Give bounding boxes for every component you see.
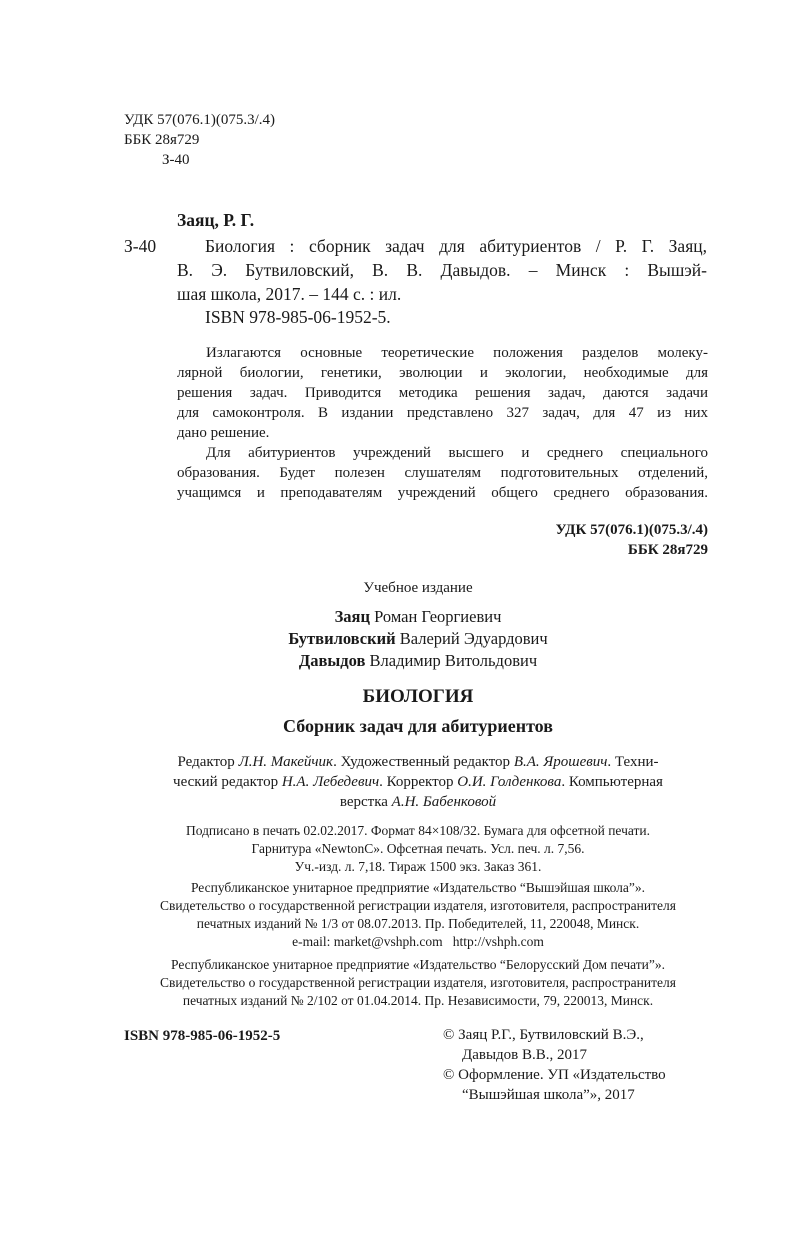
author-code: З-40 — [124, 236, 157, 256]
author-surname: Заяц — [334, 607, 370, 626]
author-code-top: З-40 — [162, 152, 190, 168]
print-info-line: Уч.-изд. л. 7,18. Тираж 1500 экз. Заказ 361. — [294, 859, 542, 874]
biblio-line-3: шая школа, 2017. – 144 с. : ил. — [177, 284, 402, 304]
bbk-code-bottom: ББК 28я729 — [627, 542, 708, 558]
author-given-names: Роман Георгиевич — [374, 607, 502, 626]
bbk-code-top: ББК 28я729 — [124, 132, 200, 148]
printer-line: Республиканское унитарное предприятие «Издательство “Белорусский Дом печати”». — [171, 957, 665, 972]
print-info-line: Гарнитура «NewtonC». Офсетная печать. Усл. печ. л. 7,56. — [251, 841, 585, 856]
biblio-isbn: ISBN 978-985-06-1952-5. — [205, 307, 391, 327]
editor-name: Л.Н. Макейчик — [238, 754, 334, 770]
author-heading: Заяц, Р. Г. — [177, 210, 255, 230]
biblio-line-2: В. Э. Бутвиловский, В. В. Давыдов. – Минск : Вышэй- — [177, 260, 707, 280]
annotation-line: Излагаются основные теоретические положения разделов молеку- — [206, 345, 708, 361]
annotation-line: учащимся и преподавателям учреждений общего среднего образования. — [177, 485, 708, 501]
editor-name: В.А. Ярошевич — [513, 754, 608, 770]
annotation-line: решения задач. Приводится методика решения задач, даются задачи — [177, 385, 708, 401]
printer-line: печатных изданий № 2/102 от 01.04.2014. Пр. Независимости, 79, 220013, Минск. — [182, 993, 654, 1008]
publisher-line: Свидетельство о государственной регистрации издателя, изготовителя, распространителя — [160, 898, 676, 913]
editor-name: О.И. Голденкова — [457, 774, 562, 790]
author-name-2 — [0, 628, 786, 650]
editors-line-3 — [0, 792, 786, 812]
author-name-1 — [0, 606, 786, 628]
editors-line-2 — [0, 772, 786, 792]
publisher-line: Республиканское унитарное предприятие «Издательство “Вышэйшая школа”». — [190, 880, 646, 895]
author-surname: Давыдов — [298, 651, 366, 670]
annotation-line: лярной биологии, генетики, эволюции и экологии, необходимые для — [177, 365, 708, 381]
book-subtitle: Сборник задач для абитуриентов — [283, 716, 553, 736]
author-surname: Бутвиловский — [288, 629, 396, 648]
editor-name: Н.А. Лебедевич — [281, 774, 380, 790]
edition-type: Учебное издание — [363, 580, 473, 596]
annotation-line: Для абитуриентов учреждений высшего и среднего специального — [206, 445, 708, 461]
publisher-contacts: e-mail: market@vshph.com http://vshph.com — [292, 934, 544, 949]
publisher-line: печатных изданий № 1/3 от 08.07.2013. Пр. Победителей, 11, 220048, Минск. — [196, 916, 640, 931]
biblio-line-1: Биология : сборник задач для абитуриентов / Р. Г. Заяц, — [205, 236, 707, 256]
annotation-line: для самоконтроля. В издании представлено 327 задач, для 47 из них — [177, 405, 708, 421]
editor-role: . Художественный редактор — [333, 754, 514, 770]
annotation-line: образования. Будет полезен слушателям подготовительных отделений, — [177, 465, 708, 481]
print-info-line: Подписано в печать 02.02.2017. Формат 84×108/32. Бумага для офсетной печати. — [185, 823, 651, 838]
author-given-names: Владимир Витольдович — [369, 651, 538, 670]
copyright-line: © Заяц Р.Г., Бутвиловский В.Э., — [443, 1027, 644, 1043]
udk-code-bottom: УДК 57(076.1)(075.3/.4) — [555, 522, 708, 538]
editor-role: . Корректор — [379, 774, 458, 790]
editor-role: верстка — [339, 794, 392, 810]
editor-role: Редактор — [177, 754, 239, 770]
printer-line: Свидетельство о государственной регистрации издателя, изготовителя, распространителя — [160, 975, 676, 990]
editors-line-1 — [0, 752, 786, 772]
annotation-line: дано решение. — [177, 425, 270, 441]
editor-role: ческий редактор — [173, 774, 282, 790]
book-title: БИОЛОГИЯ — [362, 686, 474, 707]
editor-name: А.Н. Бабенковой — [391, 794, 497, 810]
copyright-line: Давыдов В.В., 2017 — [462, 1047, 588, 1063]
author-given-names: Валерий Эдуардович — [399, 629, 548, 648]
author-name-3 — [0, 650, 786, 672]
udk-code-top: УДК 57(076.1)(075.3/.4) — [124, 112, 275, 128]
editor-role: . Техни- — [607, 754, 659, 770]
copyright-line: “Вышэйшая школа”», 2017 — [462, 1087, 635, 1103]
copyright-line: © Оформление. УП «Издательство — [443, 1067, 666, 1083]
footer-isbn: ISBN 978-985-06-1952-5 — [124, 1028, 281, 1044]
editor-role: . Компьютерная — [561, 774, 663, 790]
